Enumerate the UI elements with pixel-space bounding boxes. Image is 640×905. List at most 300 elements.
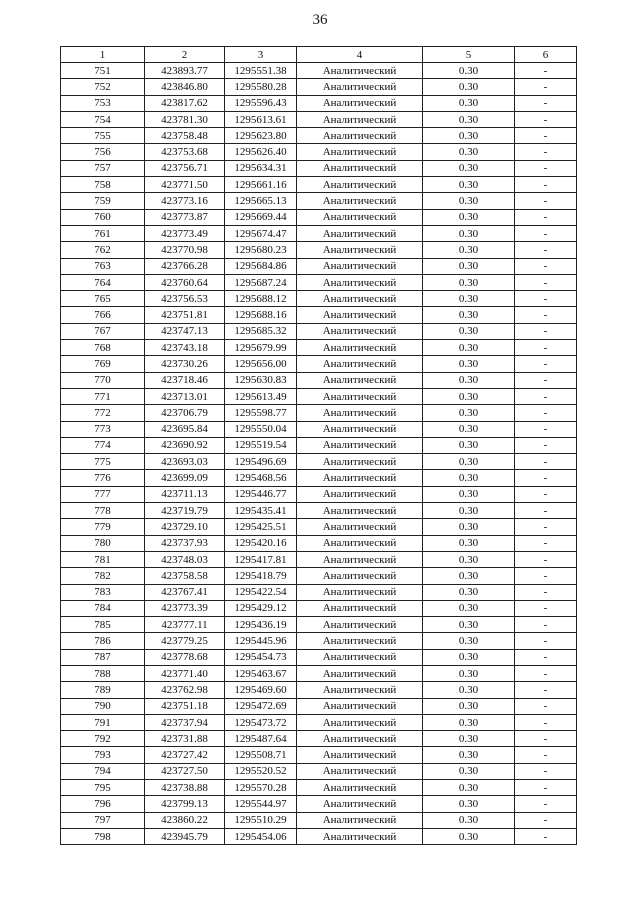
table-cell: 0.30 xyxy=(423,356,515,372)
table-cell: 423729.10 xyxy=(145,519,225,535)
table-cell: 781 xyxy=(61,551,145,567)
table-cell: - xyxy=(515,486,577,502)
table-row xyxy=(61,111,577,127)
table-cell: 423846.80 xyxy=(145,79,225,95)
table-cell: 0.30 xyxy=(423,160,515,176)
table-row xyxy=(61,95,577,111)
table-cell: 423779.25 xyxy=(145,633,225,649)
table-cell: Аналитический xyxy=(297,388,423,404)
table-cell: 0.30 xyxy=(423,665,515,681)
column-header: 6 xyxy=(515,47,577,63)
table-row xyxy=(61,160,577,176)
table-cell: - xyxy=(515,160,577,176)
table-cell: - xyxy=(515,421,577,437)
table-cell: 0.30 xyxy=(423,600,515,616)
table-cell: - xyxy=(515,535,577,551)
table-cell: 1295436.19 xyxy=(225,617,297,633)
table-row xyxy=(61,698,577,714)
table-cell: 761 xyxy=(61,225,145,241)
table-cell: 0.30 xyxy=(423,731,515,747)
table-cell: 1295417.81 xyxy=(225,551,297,567)
table-cell: 1295510.29 xyxy=(225,812,297,828)
table-row xyxy=(61,649,577,665)
table-cell: Аналитический xyxy=(297,747,423,763)
table-cell: Аналитический xyxy=(297,111,423,127)
table-cell: 1295634.31 xyxy=(225,160,297,176)
table-cell: 423756.53 xyxy=(145,291,225,307)
table-cell: 0.30 xyxy=(423,649,515,665)
table-cell: 423773.87 xyxy=(145,209,225,225)
table-row xyxy=(61,291,577,307)
table-cell: Аналитический xyxy=(297,714,423,730)
table-cell: 423699.09 xyxy=(145,470,225,486)
table-cell: Аналитический xyxy=(297,372,423,388)
table-cell: 0.30 xyxy=(423,812,515,828)
table-cell: Аналитический xyxy=(297,79,423,95)
table-row xyxy=(61,144,577,160)
table-cell: 756 xyxy=(61,144,145,160)
column-header: 1 xyxy=(61,47,145,63)
table-row xyxy=(61,405,577,421)
table-cell: 791 xyxy=(61,714,145,730)
table-cell: 784 xyxy=(61,600,145,616)
table-row xyxy=(61,372,577,388)
table-cell: 0.30 xyxy=(423,372,515,388)
table-cell: 768 xyxy=(61,340,145,356)
table-cell: 1295680.23 xyxy=(225,242,297,258)
table-cell: 423773.39 xyxy=(145,600,225,616)
table-cell: - xyxy=(515,812,577,828)
table-row xyxy=(61,486,577,502)
table-cell: 1295496.69 xyxy=(225,454,297,470)
table-cell: 1295550.04 xyxy=(225,421,297,437)
table-cell: Аналитический xyxy=(297,551,423,567)
table-cell: 423767.41 xyxy=(145,584,225,600)
table-cell: Аналитический xyxy=(297,796,423,812)
table-cell: Аналитический xyxy=(297,405,423,421)
table-cell: - xyxy=(515,388,577,404)
table-cell: 0.30 xyxy=(423,177,515,193)
table-row xyxy=(61,796,577,812)
table-cell: 1295613.61 xyxy=(225,111,297,127)
table-cell: - xyxy=(515,747,577,763)
table-cell: Аналитический xyxy=(297,698,423,714)
table-header-row xyxy=(61,47,577,63)
table-cell: 775 xyxy=(61,454,145,470)
table-cell: 0.30 xyxy=(423,111,515,127)
table-cell: Аналитический xyxy=(297,193,423,209)
table-cell: 1295435.41 xyxy=(225,503,297,519)
table-row xyxy=(61,323,577,339)
table-row xyxy=(61,812,577,828)
table-cell: - xyxy=(515,633,577,649)
table-cell: 1295598.77 xyxy=(225,405,297,421)
table-row xyxy=(61,780,577,796)
table-cell: 423731.88 xyxy=(145,731,225,747)
table-cell: Аналитический xyxy=(297,242,423,258)
table-cell: 1295463.67 xyxy=(225,665,297,681)
table-cell: 0.30 xyxy=(423,193,515,209)
table-cell: Аналитический xyxy=(297,503,423,519)
table-cell: 0.30 xyxy=(423,568,515,584)
table-cell: - xyxy=(515,258,577,274)
table-row xyxy=(61,307,577,323)
table-cell: 1295544.97 xyxy=(225,796,297,812)
table-cell: 780 xyxy=(61,535,145,551)
table-cell: 789 xyxy=(61,682,145,698)
table-row xyxy=(61,63,577,79)
table-cell: Аналитический xyxy=(297,291,423,307)
table-cell: 0.30 xyxy=(423,258,515,274)
table-cell: 752 xyxy=(61,79,145,95)
table-cell: 423751.18 xyxy=(145,698,225,714)
table-cell: 772 xyxy=(61,405,145,421)
table-cell: 0.30 xyxy=(423,95,515,111)
table-cell: - xyxy=(515,796,577,812)
table-cell: 1295674.47 xyxy=(225,225,297,241)
table-cell: 1295688.16 xyxy=(225,307,297,323)
table-cell: 792 xyxy=(61,731,145,747)
table-cell: Аналитический xyxy=(297,160,423,176)
table-cell: 1295661.16 xyxy=(225,177,297,193)
table-cell: Аналитический xyxy=(297,95,423,111)
table-cell: - xyxy=(515,242,577,258)
table-cell: 0.30 xyxy=(423,79,515,95)
table-cell: - xyxy=(515,274,577,290)
table-cell: 423693.03 xyxy=(145,454,225,470)
table-row xyxy=(61,470,577,486)
table-row xyxy=(61,600,577,616)
table-cell: 1295665.13 xyxy=(225,193,297,209)
table-cell: 423690.92 xyxy=(145,437,225,453)
table-cell: 1295446.77 xyxy=(225,486,297,502)
table-cell: 423738.88 xyxy=(145,780,225,796)
table-cell: 423727.50 xyxy=(145,763,225,779)
table-cell: 1295687.24 xyxy=(225,274,297,290)
table-cell: 0.30 xyxy=(423,633,515,649)
table-cell: Аналитический xyxy=(297,584,423,600)
table-row xyxy=(61,665,577,681)
table-cell: Аналитический xyxy=(297,274,423,290)
table-cell: 782 xyxy=(61,568,145,584)
table-cell: 763 xyxy=(61,258,145,274)
column-header: 4 xyxy=(297,47,423,63)
table-cell: - xyxy=(515,731,577,747)
table-row xyxy=(61,242,577,258)
table-row xyxy=(61,828,577,844)
table-cell: 423756.71 xyxy=(145,160,225,176)
table-cell: Аналитический xyxy=(297,258,423,274)
table-cell: 1295422.54 xyxy=(225,584,297,600)
table-row xyxy=(61,763,577,779)
table-row xyxy=(61,388,577,404)
table-row xyxy=(61,617,577,633)
table-cell: 760 xyxy=(61,209,145,225)
table-cell: 1295688.12 xyxy=(225,291,297,307)
table-cell: Аналитический xyxy=(297,63,423,79)
table-cell: 0.30 xyxy=(423,828,515,844)
table-cell: 423778.68 xyxy=(145,649,225,665)
table-row xyxy=(61,79,577,95)
column-header: 3 xyxy=(225,47,297,63)
table-cell: - xyxy=(515,225,577,241)
table-cell: 795 xyxy=(61,780,145,796)
table-cell: - xyxy=(515,617,577,633)
table-cell: 765 xyxy=(61,291,145,307)
table-cell: - xyxy=(515,714,577,730)
table-cell: 0.30 xyxy=(423,242,515,258)
table-row xyxy=(61,454,577,470)
table-cell: Аналитический xyxy=(297,665,423,681)
table-row xyxy=(61,551,577,567)
table-cell: Аналитический xyxy=(297,209,423,225)
table-cell: 0.30 xyxy=(423,714,515,730)
table-cell: 0.30 xyxy=(423,437,515,453)
table-cell: Аналитический xyxy=(297,177,423,193)
table-cell: - xyxy=(515,111,577,127)
table-cell: - xyxy=(515,780,577,796)
table-cell: Аналитический xyxy=(297,763,423,779)
table-row xyxy=(61,258,577,274)
table-row xyxy=(61,193,577,209)
table-cell: 423743.18 xyxy=(145,340,225,356)
table-row xyxy=(61,177,577,193)
table-row xyxy=(61,356,577,372)
table-cell: 0.30 xyxy=(423,225,515,241)
table-row xyxy=(61,274,577,290)
table-cell: Аналитический xyxy=(297,307,423,323)
table-cell: 1295685.32 xyxy=(225,323,297,339)
table-cell: - xyxy=(515,323,577,339)
table-cell: 794 xyxy=(61,763,145,779)
table-cell: - xyxy=(515,209,577,225)
table-cell: 751 xyxy=(61,63,145,79)
table-cell: - xyxy=(515,79,577,95)
table-cell: 764 xyxy=(61,274,145,290)
table-cell: 1295630.83 xyxy=(225,372,297,388)
table-cell: 786 xyxy=(61,633,145,649)
table-cell: 0.30 xyxy=(423,144,515,160)
table-cell: 0.30 xyxy=(423,551,515,567)
table-cell: 0.30 xyxy=(423,617,515,633)
table-cell: 0.30 xyxy=(423,584,515,600)
table-row xyxy=(61,209,577,225)
table-cell: 423753.68 xyxy=(145,144,225,160)
page-number: 36 xyxy=(312,12,328,28)
table-cell: 423711.13 xyxy=(145,486,225,502)
table-cell: Аналитический xyxy=(297,421,423,437)
table-cell: - xyxy=(515,698,577,714)
table-row xyxy=(61,682,577,698)
table-cell: - xyxy=(515,649,577,665)
table-cell: Аналитический xyxy=(297,535,423,551)
table-cell: Аналитический xyxy=(297,437,423,453)
table-cell: 771 xyxy=(61,388,145,404)
table-cell: Аналитический xyxy=(297,225,423,241)
table-cell: 423781.30 xyxy=(145,111,225,127)
table-cell: 423747.13 xyxy=(145,323,225,339)
table-cell: Аналитический xyxy=(297,731,423,747)
table-cell: 776 xyxy=(61,470,145,486)
table-cell: Аналитический xyxy=(297,780,423,796)
table-cell: - xyxy=(515,568,577,584)
table-cell: Аналитический xyxy=(297,144,423,160)
table-cell: 423758.58 xyxy=(145,568,225,584)
table-cell: Аналитический xyxy=(297,470,423,486)
table-cell: 0.30 xyxy=(423,454,515,470)
table-cell: - xyxy=(515,95,577,111)
table-cell: 1295570.28 xyxy=(225,780,297,796)
table-cell: 0.30 xyxy=(423,698,515,714)
table-cell: 783 xyxy=(61,584,145,600)
table-cell: 1295520.52 xyxy=(225,763,297,779)
table-cell: 1295418.79 xyxy=(225,568,297,584)
table-cell: 1295613.49 xyxy=(225,388,297,404)
table-cell: 423719.79 xyxy=(145,503,225,519)
table-cell: 0.30 xyxy=(423,323,515,339)
table-cell: Аналитический xyxy=(297,486,423,502)
table-cell: 423771.50 xyxy=(145,177,225,193)
table-cell: 777 xyxy=(61,486,145,502)
table-cell: 0.30 xyxy=(423,470,515,486)
table-cell: 1295626.40 xyxy=(225,144,297,160)
table-cell: 769 xyxy=(61,356,145,372)
table-cell: 1295684.86 xyxy=(225,258,297,274)
table-cell: - xyxy=(515,144,577,160)
table-row xyxy=(61,421,577,437)
table-cell: - xyxy=(515,193,577,209)
table-cell: 0.30 xyxy=(423,388,515,404)
table-cell: 1295508.71 xyxy=(225,747,297,763)
column-header: 5 xyxy=(423,47,515,63)
table-cell: 798 xyxy=(61,828,145,844)
table-cell: 423766.28 xyxy=(145,258,225,274)
table-cell: - xyxy=(515,177,577,193)
table-cell: 423777.11 xyxy=(145,617,225,633)
table-cell: 778 xyxy=(61,503,145,519)
table-cell: 779 xyxy=(61,519,145,535)
table-cell: 1295469.60 xyxy=(225,682,297,698)
table-cell: - xyxy=(515,665,577,681)
table-cell: 1295679.99 xyxy=(225,340,297,356)
table-cell: 423817.62 xyxy=(145,95,225,111)
table-cell: 423770.98 xyxy=(145,242,225,258)
table-cell: - xyxy=(515,63,577,79)
table-cell: 0.30 xyxy=(423,405,515,421)
table-row xyxy=(61,340,577,356)
table-cell: - xyxy=(515,828,577,844)
table-cell: 423773.16 xyxy=(145,193,225,209)
table-cell: 423893.77 xyxy=(145,63,225,79)
table-row xyxy=(61,225,577,241)
table-cell: 787 xyxy=(61,649,145,665)
table-cell: - xyxy=(515,551,577,567)
table-cell: 1295596.43 xyxy=(225,95,297,111)
table-cell: 0.30 xyxy=(423,503,515,519)
table-cell: 0.30 xyxy=(423,340,515,356)
table-row xyxy=(61,519,577,535)
table-cell: 0.30 xyxy=(423,209,515,225)
table-cell: - xyxy=(515,340,577,356)
table-cell: 758 xyxy=(61,177,145,193)
table-row xyxy=(61,714,577,730)
table-cell: 1295425.51 xyxy=(225,519,297,535)
table-cell: 788 xyxy=(61,665,145,681)
table-cell: Аналитический xyxy=(297,568,423,584)
table-cell: 767 xyxy=(61,323,145,339)
table-row xyxy=(61,584,577,600)
table-cell: 0.30 xyxy=(423,535,515,551)
table-cell: 1295519.54 xyxy=(225,437,297,453)
table-cell: Аналитический xyxy=(297,340,423,356)
table-cell: 423945.79 xyxy=(145,828,225,844)
table-cell: 1295472.69 xyxy=(225,698,297,714)
table-cell: 762 xyxy=(61,242,145,258)
table-cell: 423718.46 xyxy=(145,372,225,388)
table-row xyxy=(61,747,577,763)
table-cell: 1295454.06 xyxy=(225,828,297,844)
table-cell: 1295468.56 xyxy=(225,470,297,486)
table-row xyxy=(61,503,577,519)
table-cell: - xyxy=(515,372,577,388)
table-cell: Аналитический xyxy=(297,600,423,616)
table-cell: 1295551.38 xyxy=(225,63,297,79)
table-cell: - xyxy=(515,600,577,616)
table-cell: 423713.01 xyxy=(145,388,225,404)
table-cell: 793 xyxy=(61,747,145,763)
table-cell: Аналитический xyxy=(297,633,423,649)
table-cell: - xyxy=(515,454,577,470)
table-cell: 1295454.73 xyxy=(225,649,297,665)
table-cell: Аналитический xyxy=(297,812,423,828)
table-cell: - xyxy=(515,128,577,144)
table-cell: 423773.49 xyxy=(145,225,225,241)
table-cell: Аналитический xyxy=(297,828,423,844)
table-cell: 773 xyxy=(61,421,145,437)
table-cell: - xyxy=(515,356,577,372)
table-cell: 785 xyxy=(61,617,145,633)
table-cell: 1295420.16 xyxy=(225,535,297,551)
table-row xyxy=(61,535,577,551)
table-cell: 753 xyxy=(61,95,145,111)
table-cell: Аналитический xyxy=(297,519,423,535)
table-cell: 766 xyxy=(61,307,145,323)
table-cell: 423737.94 xyxy=(145,714,225,730)
table-cell: 0.30 xyxy=(423,486,515,502)
table-cell: 754 xyxy=(61,111,145,127)
table-cell: - xyxy=(515,291,577,307)
table-cell: 0.30 xyxy=(423,307,515,323)
table-cell: Аналитический xyxy=(297,649,423,665)
table-cell: - xyxy=(515,503,577,519)
table-cell: Аналитический xyxy=(297,356,423,372)
table-cell: 790 xyxy=(61,698,145,714)
table-cell: 0.30 xyxy=(423,519,515,535)
table-cell: 1295445.96 xyxy=(225,633,297,649)
table-cell: 0.30 xyxy=(423,274,515,290)
table-cell: 0.30 xyxy=(423,747,515,763)
table-cell: 423760.64 xyxy=(145,274,225,290)
table-cell: - xyxy=(515,307,577,323)
table-cell: 423860.22 xyxy=(145,812,225,828)
table-cell: 796 xyxy=(61,796,145,812)
table-cell: 1295656.00 xyxy=(225,356,297,372)
table-cell: - xyxy=(515,470,577,486)
table-row xyxy=(61,437,577,453)
table-cell: 423771.40 xyxy=(145,665,225,681)
table-cell: - xyxy=(515,405,577,421)
table-cell: 1295580.28 xyxy=(225,79,297,95)
